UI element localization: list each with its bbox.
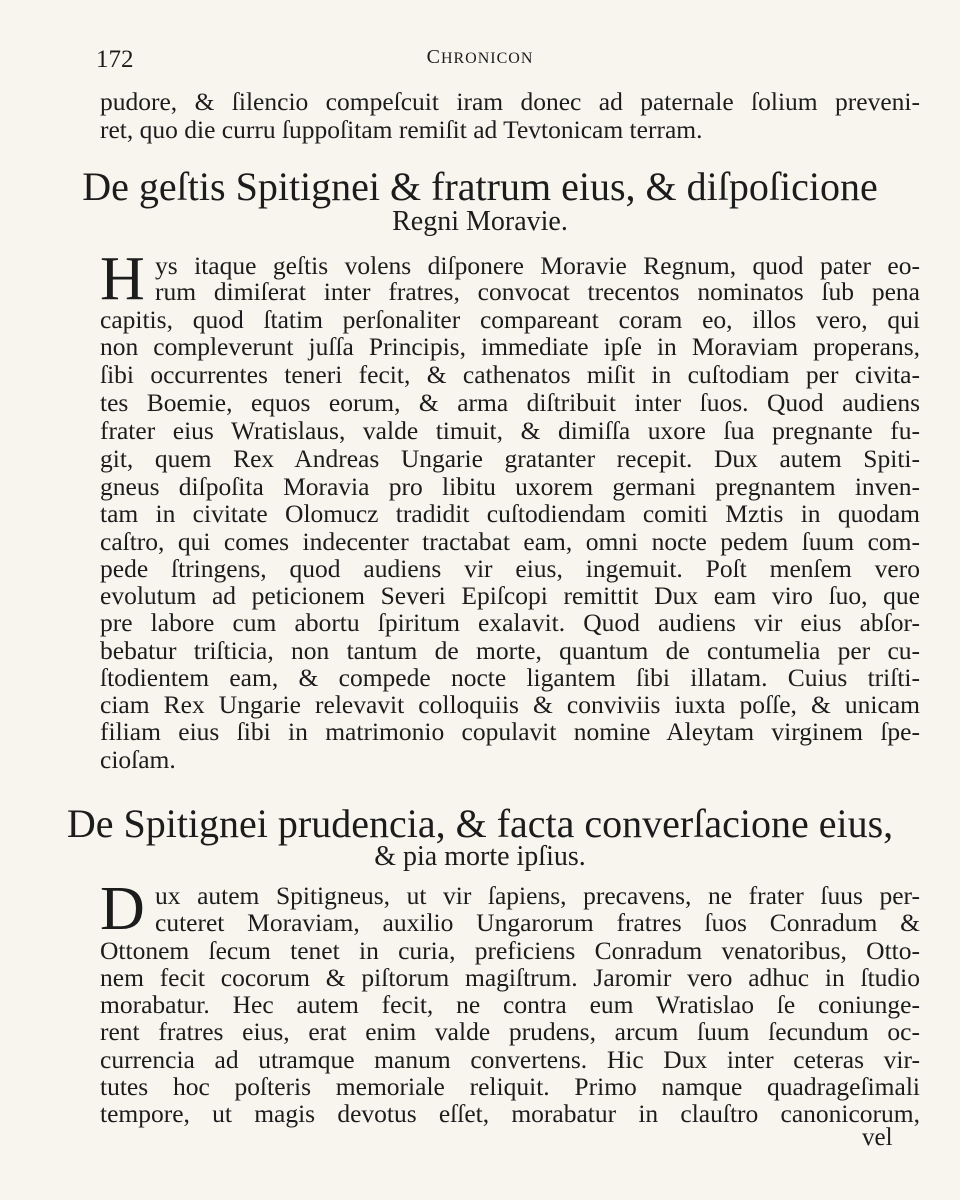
section-subheading: & pia morte ipſius. [374,841,586,872]
text-line: Ottonem ſecum tenet in curia, preficiens Conradum venatoribus, Otto- [100,936,920,965]
text-line: tutes hoc poſteris memoriale reliquit. Primo namque quadrageſimali [100,1072,920,1101]
text-line: rent fratres eius, erat enim valde prudens, arcum ſuum ſecundum oc- [100,1017,920,1046]
page-number: 172 [96,46,134,73]
drop-cap: D [100,875,145,943]
text-line: bebatur triſticia, non tantum de morte, quantum de contumelia per cu- [100,636,920,665]
text-line: ys itaque geſtis volens diſponere Moravie Regnum, quod pater eo- [155,251,920,280]
running-title-initial: C [426,46,441,68]
text-line: ux autem Spitigneus, ut vir ſapiens, precavens, ne frater ſuus per- [155,881,920,910]
text-line: ſtodientem eam, & compede nocte ligantem ſibi illatam. Cuius triſti- [100,663,920,692]
text-line: tempore, ut magis devotus eſſet, morabatur in clauſtro canonicorum, [100,1099,920,1128]
text-line: pudore, & ſilencio compeſcuit iram donec ad paternale ſolium preveni- [100,87,920,116]
text-line: pede ſtringens, quod audiens vir eius, ingemuit. Poſt menſem vero [100,554,920,583]
text-line: git, quem Rex Andreas Ungarie gratanter recepit. Dux autem Spiti- [100,444,920,473]
catchword: vel [862,1124,893,1151]
text-line: cuteret Moraviam, auxilio Ungarorum fratres ſuos Conradum & [155,908,920,937]
section-subheading: Regni Moravie. [392,206,568,237]
running-title-rest: HRONICON [440,50,534,67]
section-heading: De geſtis Spitignei & fratrum eius, & diſpoſicione [82,164,878,209]
text-line: nem fecit cocorum & piſtorum magiſtrum. Jaromir vero adhuc in ſtudio [100,963,920,992]
text-line: ſibi occurrentes teneri fecit, & cathenatos miſit in cuſtodiam per civita- [100,360,920,389]
drop-cap: H [100,245,145,313]
text-line: currencia ad utramque manum convertens. Hic Dux inter ceteras vir- [100,1045,920,1074]
running-title [0,46,960,69]
text-line: ciam Rex Ungarie relevavit colloquiis & conviviis iuxta poſſe, & unicam [100,690,920,719]
text-line: evolutum ad peticionem Severi Epiſcopi remittit Dux eam viro ſuo, que [100,581,920,610]
text-line: morabatur. Hec autem fecit, ne contra eum Wratislao ſe coniunge- [100,990,920,1019]
text-line: tes Boemie, equos eorum, & arma diſtribuit inter ſuos. Quod audiens [100,388,920,417]
text-line: caſtro, qui comes indecenter tractabat eam, omni nocte pedem ſuum com- [100,527,920,556]
text-line: filiam eius ſibi in matrimonio copulavit nomine Aleytam virginem ſpe- [100,717,920,746]
text-line: cioſam. [100,745,176,774]
text-line: pre labore cum abortu ſpiritum exalavit. Quod audiens vir eius abſor- [100,608,920,637]
text-line: non compleverunt juſſa Principis, immediate ipſe in Moraviam properans, [100,332,920,361]
text-line: rum dimiſerat inter fratres, convocat trecentos nominatos ſub pena [155,277,920,306]
section-heading: De Spitignei prudencia, & facta converſacione eius, [66,801,894,846]
text-line: gneus diſpoſita Moravia pro libitu uxorem germani pregnantem inven- [100,472,920,501]
text-line: frater eius Wratislaus, valde timuit, & dimiſſa uxore ſua pregnante fu- [100,416,920,445]
text-line: tam in civitate Olomucz tradidit cuſtodiendam comiti Mztis in quodam [100,499,920,528]
text-line: ret, quo die curru ſuppoſitam remiſit ad Tevtonicam terram. [100,115,703,144]
text-line: capitis, quod ſtatim perſonaliter compareant coram eo, illos vero, qui [100,305,920,334]
